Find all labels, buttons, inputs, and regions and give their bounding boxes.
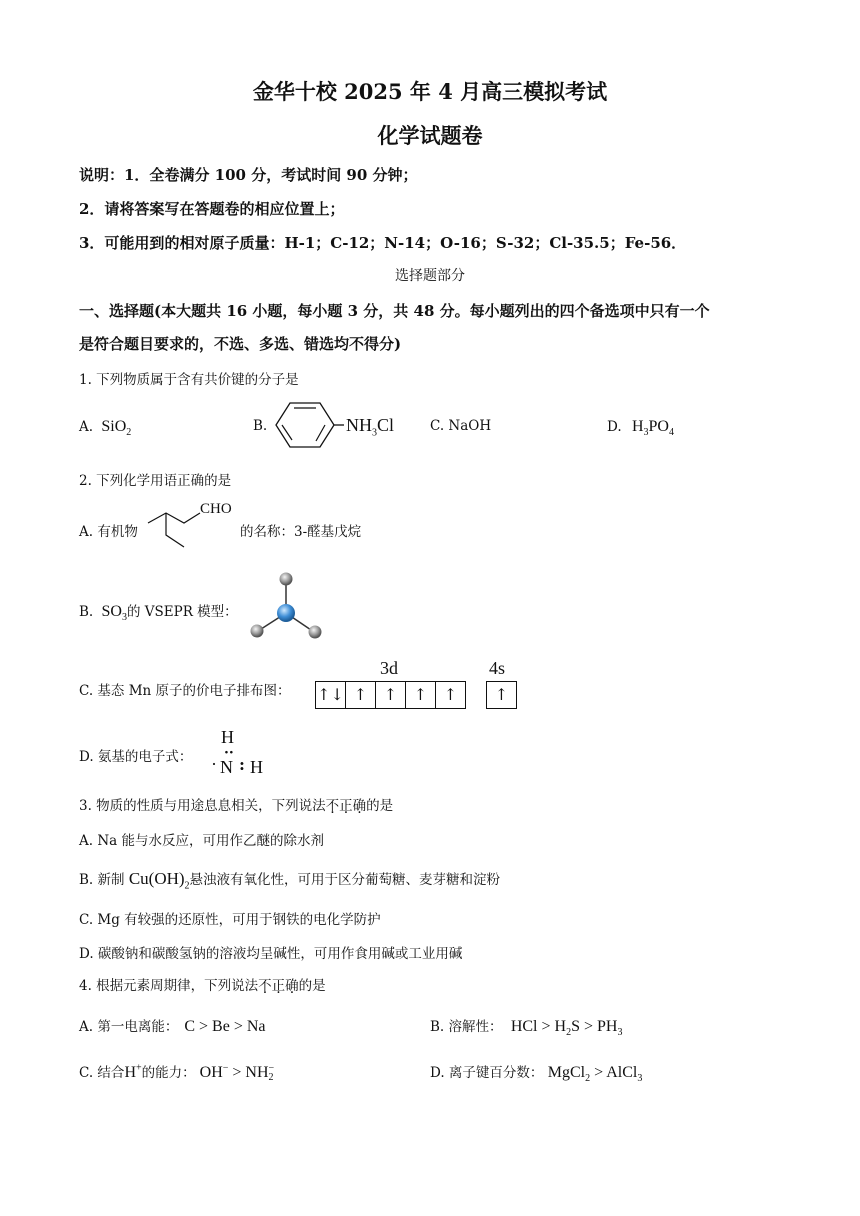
q4-option-d [430, 1061, 642, 1084]
q4-option-b [430, 1015, 622, 1038]
q4-d-formula [547, 1064, 643, 1085]
q4-b-sub2: 3 [617, 1027, 623, 1039]
q3-b-sub: 2 [184, 880, 190, 892]
q1-stem: 1. 下列物质属于含有共价键的分子是 [79, 372, 299, 388]
instruction-line-2: 2．请将答案写在答题卷的相应位置上； [79, 200, 345, 218]
page-title: 金华十校 2025 年 4 月高三模拟考试 [252, 79, 608, 104]
q1-option-b [253, 418, 267, 434]
q1-b-formula-main: NH [346, 415, 372, 435]
q4-stem-pre: 4. 根据元素周期律，下列说法 [79, 978, 259, 994]
q3-stem-pre: 3. 物质的性质与用途息息相关，下列说法 [79, 798, 326, 814]
q2-option-a-pre: A. 有机物 [79, 524, 138, 540]
electron-dots-top: ·· [224, 745, 234, 761]
skeletal-formula-diagram [146, 505, 206, 553]
q4-stem-emphasis: 不 [258, 978, 272, 994]
q1-b-label: B. [253, 418, 268, 434]
q1-option-a [79, 418, 131, 438]
electron-dot-left: · [211, 754, 217, 774]
q2-option-b [79, 600, 238, 623]
orbital-box: ↑ [376, 682, 406, 708]
q3-stem [79, 794, 393, 814]
q2-option-a-post: 的名称：3-醛基戊烷 [240, 524, 362, 540]
q3-b-pre: B. 新制 [79, 872, 125, 888]
q4-stem-emphasis: 正 [271, 978, 286, 994]
orbital-label-4s: 4s [489, 658, 506, 678]
q4-b-sub1: 2 [566, 1027, 572, 1039]
q1-b-formula-tail: Cl [377, 415, 395, 435]
q1-d-label: D. [607, 419, 622, 435]
q4-c-formula [199, 1062, 275, 1084]
electron-formula-h-top: H [221, 727, 234, 747]
q2-option-d: D. 氨基的电子式： [79, 749, 193, 765]
q3-option-d: D. 碳酸钠和碳酸氢钠的溶液均呈碱性，可用作食用碱或工业用碱 [79, 946, 463, 962]
q3-stem-post: 的是 [366, 798, 394, 814]
q2-b-label: B. [79, 604, 94, 620]
q4-c-nh-scripts [269, 1064, 275, 1082]
q3-option-c: C. Mg 有较强的还原性，可用于钢铁的电化学防护 [79, 912, 381, 928]
q3-stem-emphasis: 不 [325, 798, 340, 814]
instruction-line-3: 3．可能用到的相对原子质量：H-1；C-12；N-14；O-16；S-32；Cl-35.5；Fe-56． [79, 234, 687, 252]
q4-c-nh-sub: 2 [268, 1072, 274, 1084]
q1-d-sub2: 4 [668, 427, 674, 439]
q3-stem-emphasis: 正 [339, 798, 353, 814]
q3-stem-emphasis: 确 [352, 798, 367, 814]
q4-stem-post: 的是 [298, 978, 326, 994]
instruction-line-1: 说明：1．全卷满分 100 分，考试时间 90 分钟； [79, 166, 418, 184]
q4-c-h-main: H [124, 1064, 136, 1081]
q4-c-pre: C. 结合 [79, 1065, 125, 1081]
q2-b-formula [101, 603, 127, 624]
q1-b-formula-sub: 3 [372, 427, 377, 439]
q4-option-a [79, 1015, 266, 1036]
orbital-box: ↑ [443, 685, 458, 704]
orbital-box: ↑ [406, 682, 436, 708]
q4-stem [79, 974, 326, 994]
q4-d-pre: D. 离子键百分数： [430, 1065, 544, 1081]
q4-a-formula: C > Be > Na [184, 1018, 266, 1035]
q4-c-gt: > NH [228, 1064, 269, 1081]
q4-c-h [124, 1064, 141, 1081]
q2-b-so: SO [101, 603, 122, 620]
section-heading: 选择题部分 [395, 268, 465, 284]
q4-b-f2: S > PH [571, 1018, 618, 1035]
q4-c-mid: 的能力： [141, 1065, 196, 1081]
q2-option-c: C. 基态 Mn 原子的价电子排布图： [79, 683, 291, 699]
q4-d-f1: MgCl [547, 1064, 586, 1081]
q1-b-formula [346, 415, 394, 439]
q4-b-pre: B. 溶解性： [430, 1019, 503, 1035]
orbital-box: ↑↓ [316, 682, 346, 708]
q4-b-formula [510, 1018, 623, 1039]
q2-b-post: 的 VSEPR 模型： [126, 604, 238, 620]
q3-b-formula [128, 869, 190, 892]
q4-d-sub2: 3 [637, 1073, 643, 1085]
q4-c-h-sup: + [136, 1062, 142, 1074]
q3-b-post: 悬浊液有氧化性，可用于区分葡萄糖、麦芽糖和淀粉 [189, 872, 501, 888]
q1-option-d [607, 418, 674, 438]
page-subtitle: 化学试题卷 [377, 123, 483, 148]
orbital-box: ↑ [346, 682, 376, 708]
q2-a-cho: CHO [200, 501, 232, 517]
q4-d-f2: > AlCl [590, 1064, 638, 1081]
q4-c-oh-sup: − [222, 1062, 229, 1074]
q4-stem-emphasis: 确 [285, 978, 299, 994]
q3-b-cu: Cu(OH) [128, 869, 185, 888]
q3-option-b [79, 868, 500, 891]
electron-dots-right: : [239, 755, 245, 774]
q3-option-a: A. Na 能与水反应，可用作乙醚的除水剂 [79, 833, 324, 849]
q2-b-sub: 3 [121, 612, 127, 624]
orbital-3d-boxes [315, 681, 466, 709]
q2-stem: 2. 下列化学用语正确的是 [79, 473, 232, 489]
q1-a-formula [101, 418, 132, 439]
q1-a-label: A. [79, 419, 94, 435]
benzene-ring-icon [274, 400, 344, 450]
vsepr-model-icon [246, 570, 326, 644]
q4-c-nh-sup: − [268, 1063, 275, 1075]
q4-a-pre: A. 第一电离能： [79, 1019, 179, 1035]
q1-d-sub1: 3 [643, 427, 649, 439]
q1-d-po: PO [648, 418, 669, 435]
q4-option-c [79, 1061, 274, 1082]
q4-c-oh: OH [199, 1064, 223, 1081]
orbital-label-3d: 3d [380, 658, 398, 678]
section-desc-2: 是符合题目要求的，不选、多选、错选均不得分) [79, 335, 402, 353]
q1-a-formula-main: SiO [101, 418, 127, 435]
q1-a-formula-sub: 2 [126, 427, 132, 439]
q1-d-formula [631, 418, 674, 439]
section-desc-1: 一、选择题(本大题共 16 小题，每小题 3 分，共 48 分。每小题列出的四个备选项中只有一个 [79, 302, 710, 320]
q1-option-c: C. NaOH [430, 418, 492, 434]
electron-formula-h-right: H [250, 757, 263, 777]
orbital-4s-box: ↑ [486, 681, 517, 709]
q4-b-f1: HCl > H [510, 1018, 567, 1035]
electron-formula-n: N [220, 757, 233, 777]
q4-d-sub1: 2 [585, 1073, 591, 1085]
q1-d-h: H [631, 418, 644, 435]
